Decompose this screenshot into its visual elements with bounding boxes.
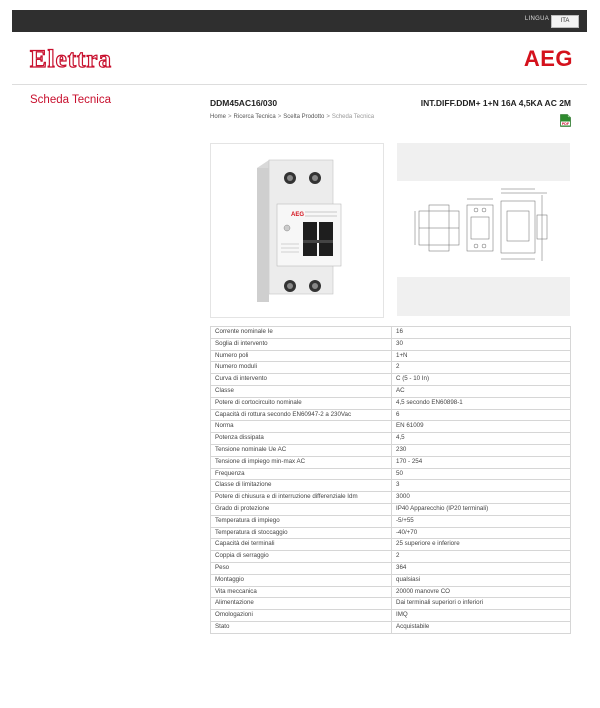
- section-title: Scheda Tecnica: [30, 94, 111, 106]
- table-row: [211, 338, 571, 350]
- spec-label: Classe di limitazione: [211, 480, 392, 492]
- table-row: [211, 527, 571, 539]
- spec-label: Corrente nominale Ie: [211, 327, 392, 339]
- spec-label: Curva di intervento: [211, 374, 392, 386]
- spec-value: 50: [392, 468, 571, 480]
- table-row: [211, 421, 571, 433]
- table-row: [211, 350, 571, 362]
- spec-label: Norma: [211, 421, 392, 433]
- technical-drawing: [397, 143, 570, 316]
- table-row: [211, 598, 571, 610]
- language-label: LINGUA: [524, 16, 549, 22]
- spec-value: C (5 - 10 In): [392, 374, 571, 386]
- spec-label: Coppia di serraggio: [211, 551, 392, 563]
- spec-value: 3: [392, 480, 571, 492]
- breadcrumb-scelta-prodotto[interactable]: Scelta Prodotto: [283, 114, 325, 120]
- spec-value: 2: [392, 551, 571, 563]
- spec-value: 364: [392, 562, 571, 574]
- breadcrumb-separator: >: [228, 114, 232, 120]
- top-bar: [12, 10, 587, 32]
- spec-value: Acquistabile: [392, 621, 571, 633]
- spec-label: Omologazioni: [211, 610, 392, 622]
- breadcrumb-current: Scheda Tecnica: [331, 114, 375, 120]
- language-select[interactable]: ITA: [551, 15, 579, 28]
- aeg-logo[interactable]: AEG: [523, 46, 573, 71]
- spec-label: Vita meccanica: [211, 586, 392, 598]
- spec-value: 230: [392, 444, 571, 456]
- spec-label: Potenza dissipata: [211, 433, 392, 445]
- spec-value: 2: [392, 362, 571, 374]
- breadcrumb: [210, 114, 374, 120]
- product-image: [210, 143, 384, 318]
- table-row: [211, 397, 571, 409]
- table-row: [211, 492, 571, 504]
- spec-label: Soglia di intervento: [211, 338, 392, 350]
- table-row: [211, 362, 571, 374]
- spec-label: Temperatura di impiego: [211, 515, 392, 527]
- table-row: [211, 539, 571, 551]
- spec-value: 4,5 secondo EN60898-1: [392, 397, 571, 409]
- table-row: [211, 551, 571, 563]
- product-code: DDM45AC16/030: [210, 98, 278, 108]
- spec-value: 16: [392, 327, 571, 339]
- spec-value: -40/+70: [392, 527, 571, 539]
- table-row: [211, 621, 571, 633]
- breadcrumb-separator: >: [326, 114, 330, 120]
- specifications-table: [210, 326, 571, 634]
- spec-value: EN 61009: [392, 421, 571, 433]
- spec-label: Potere di chiusura e di interruzione differenziale Idm: [211, 492, 392, 504]
- spec-value: 4,5: [392, 433, 571, 445]
- spec-label: Capacità dei terminali: [211, 539, 392, 551]
- table-row: [211, 385, 571, 397]
- spec-value: 30: [392, 338, 571, 350]
- table-row: [211, 610, 571, 622]
- spec-value: IP40 Apparecchio (IP20 terminali): [392, 503, 571, 515]
- spec-value: 25 superiore e inferiore: [392, 539, 571, 551]
- table-row: [211, 409, 571, 421]
- spec-value: -5/+55: [392, 515, 571, 527]
- spec-label: Numero moduli: [211, 362, 392, 374]
- spec-label: Stato: [211, 621, 392, 633]
- table-row: [211, 433, 571, 445]
- elettra-logo[interactable]: Elettra: [30, 46, 112, 73]
- table-row: [211, 574, 571, 586]
- table-row: [211, 515, 571, 527]
- table-row: [211, 444, 571, 456]
- spec-value: 6: [392, 409, 571, 421]
- table-row: [211, 456, 571, 468]
- table-row: [211, 374, 571, 386]
- spec-value: IMQ: [392, 610, 571, 622]
- spec-label: Peso: [211, 562, 392, 574]
- spec-label: Classe: [211, 385, 392, 397]
- spec-value: 3000: [392, 492, 571, 504]
- spec-label: Potere di cortocircuito nominale: [211, 397, 392, 409]
- spec-value: AC: [392, 385, 571, 397]
- table-row: [211, 327, 571, 339]
- breadcrumb-ricerca-tecnica[interactable]: Ricerca Tecnica: [233, 114, 276, 120]
- spec-value: Dai terminali superiori o inferiori: [392, 598, 571, 610]
- spec-label: Tensione nominale Ue AC: [211, 444, 392, 456]
- table-row: [211, 480, 571, 492]
- spec-label: Capacità di rottura secondo EN60947-2 a 230Vac: [211, 409, 392, 421]
- spec-value: qualsiasi: [392, 574, 571, 586]
- table-row: [211, 503, 571, 515]
- product-description: INT.DIFF.DDM+ 1+N 16A 4,5KA AC 2M: [420, 98, 571, 108]
- spec-label: Frequenza: [211, 468, 392, 480]
- circuit-breaker-image: [211, 144, 383, 317]
- product-brand-text: AEG: [291, 212, 305, 218]
- spec-label: Numero poli: [211, 350, 392, 362]
- table-row: [211, 586, 571, 598]
- header-divider: [12, 84, 587, 85]
- table-row: [211, 468, 571, 480]
- pdf-icon[interactable]: [560, 114, 571, 127]
- spec-label: Alimentazione: [211, 598, 392, 610]
- breadcrumb-separator: >: [277, 114, 282, 120]
- dimension-drawing-image: [397, 181, 570, 277]
- spec-label: Grado di protezione: [211, 503, 392, 515]
- spec-label: Temperatura di stoccaggio: [211, 527, 392, 539]
- table-row: [211, 562, 571, 574]
- spec-label: Tensione di impiego min-max AC: [211, 456, 392, 468]
- spec-value: 170 - 254: [392, 456, 571, 468]
- spec-value: 1+N: [392, 350, 571, 362]
- spec-value: 20000 manovre CO: [392, 586, 571, 598]
- svg-text:PDF: PDF: [561, 121, 570, 126]
- spec-label: Montaggio: [211, 574, 392, 586]
- breadcrumb-home[interactable]: Home: [210, 114, 227, 120]
